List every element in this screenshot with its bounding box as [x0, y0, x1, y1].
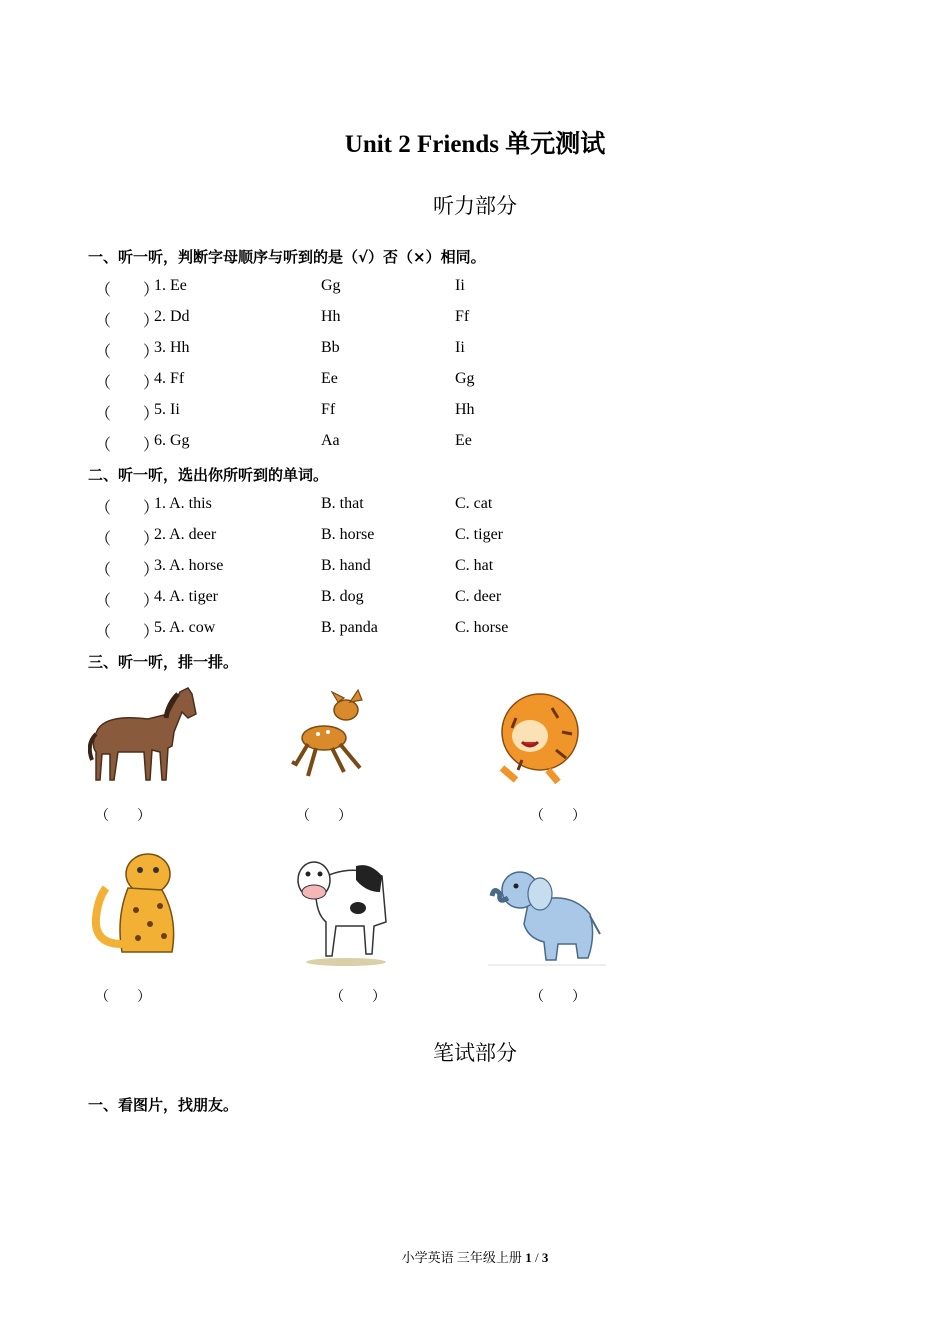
page-separator: / [534, 1250, 539, 1265]
elephant-picture [488, 864, 606, 968]
leopard-picture [88, 848, 186, 962]
tiger-picture [492, 688, 582, 784]
option-b: B. horse [321, 526, 375, 543]
option-c: Ee [455, 432, 472, 449]
answer-blank[interactable]: （ ） [95, 500, 160, 517]
question-row [95, 339, 795, 361]
answer-blank[interactable]: （ ） [95, 593, 160, 610]
answer-blank[interactable]: （ ） [95, 282, 160, 299]
option-a: 1. A. this [154, 495, 212, 512]
question-row [95, 401, 795, 423]
listening-heading: 听力部分 [433, 194, 517, 218]
option-b: Ee [321, 370, 338, 387]
question-row [95, 588, 795, 610]
option-c: C. hat [455, 557, 494, 574]
answer-blank[interactable]: （ ） [95, 406, 160, 423]
cow-picture [286, 852, 390, 966]
writing-section-1-heading: 一、看图片，找朋友。 [88, 1096, 239, 1114]
option-a: 4. Ff [154, 370, 185, 387]
footer-text: 小学英语 三年级上册 [401, 1250, 522, 1265]
option-a: 6. Gg [154, 432, 190, 449]
section-2-heading: 二、听一听，选出你所听到的单词。 [88, 466, 329, 484]
answer-blank[interactable]: （ ） [530, 990, 586, 1005]
answer-blank[interactable]: （ ） [530, 809, 586, 824]
option-c: Ii [455, 277, 465, 294]
option-c: Ii [455, 339, 465, 356]
option-b: Gg [321, 277, 341, 294]
answer-blank[interactable]: （ ） [95, 531, 160, 548]
option-b: Aa [321, 432, 340, 449]
page-footer [0, 1247, 950, 1266]
section-3-heading: 三、听一听，排一排。 [88, 653, 239, 671]
answer-blank[interactable]: （ ） [95, 437, 160, 454]
option-b: B. dog [321, 588, 364, 605]
option-b: B. hand [321, 557, 371, 574]
option-a: 4. A. tiger [154, 588, 218, 605]
option-c: C. horse [455, 619, 509, 636]
option-c: C. deer [455, 588, 502, 605]
option-c: Ff [455, 308, 470, 325]
answer-blank[interactable]: （ ） [95, 624, 160, 641]
question-row [95, 277, 795, 299]
option-c: Hh [455, 401, 475, 418]
option-a: 2. Dd [154, 308, 190, 325]
option-b: Ff [321, 401, 336, 418]
question-row [95, 370, 795, 392]
question-row [95, 432, 795, 454]
option-b: Bb [321, 339, 340, 356]
option-a: 5. A. cow [154, 619, 216, 636]
page-total: 3 [541, 1250, 549, 1265]
question-row [95, 557, 795, 579]
question-row [95, 308, 795, 330]
answer-blank[interactable]: （ ） [95, 344, 160, 361]
option-a: 3. Hh [154, 339, 190, 356]
page-title: Unit 2 Friends 单元测试 [344, 131, 606, 158]
option-b: B. that [321, 495, 364, 512]
answer-blank[interactable]: （ ） [95, 809, 151, 824]
answer-blank[interactable]: （ ） [330, 990, 386, 1005]
answer-blank[interactable]: （ ） [95, 990, 151, 1005]
writing-heading: 笔试部分 [433, 1041, 517, 1065]
option-a: 2. A. deer [154, 526, 217, 543]
section-1-heading: 一、听一听，判断字母顺序与听到的是（√）否（×）相同。 [88, 248, 486, 266]
option-a: 5. Ii [154, 401, 180, 418]
option-b: Hh [321, 308, 341, 325]
answer-blank[interactable]: （ ） [95, 313, 160, 330]
deer-picture [288, 688, 370, 786]
option-c: Gg [455, 370, 475, 387]
question-row [95, 495, 795, 517]
option-c: C. cat [455, 495, 493, 512]
answer-blank[interactable]: （ ） [296, 809, 352, 824]
option-a: 3. A. horse [154, 557, 224, 574]
answer-blank[interactable]: （ ） [95, 375, 160, 392]
page-number: 1 [525, 1250, 532, 1265]
answer-blank[interactable]: （ ） [95, 562, 160, 579]
option-b: B. panda [321, 619, 378, 636]
question-row [95, 619, 795, 641]
option-c: C. tiger [455, 526, 503, 543]
question-row [95, 526, 795, 548]
horse-picture [88, 684, 200, 788]
option-a: 1. Ee [154, 277, 187, 294]
